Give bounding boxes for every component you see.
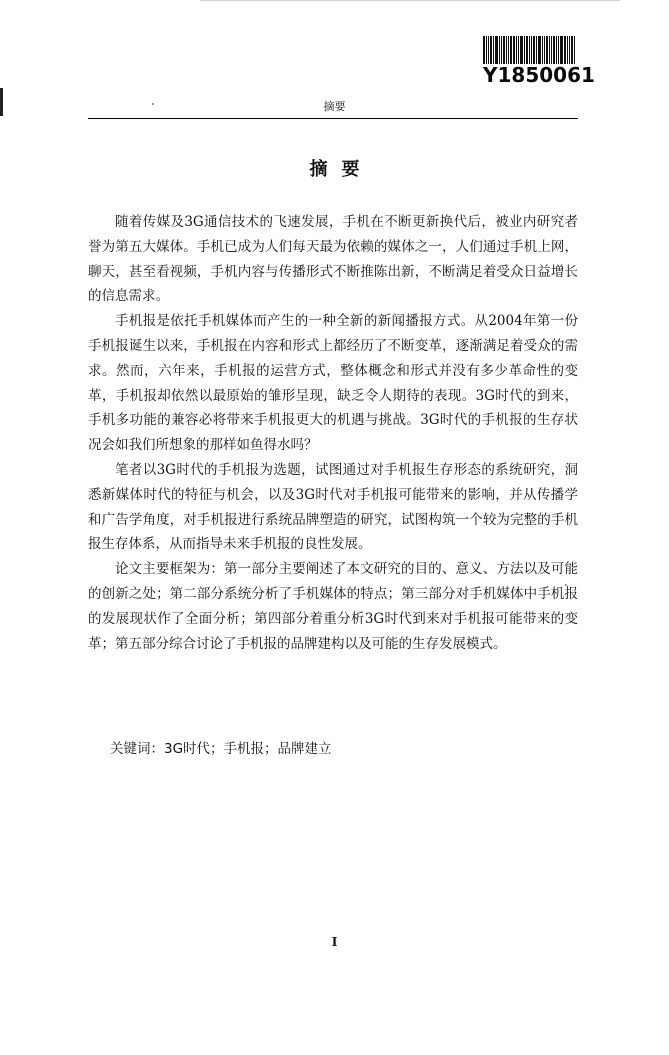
- barcode-bar: [493, 36, 494, 64]
- page-number: I: [331, 935, 338, 949]
- paragraph: 手机报是依托手机媒体而产生的一种全新的新闻播报方式。从2004年第一份手机报诞生以来，手机报在内容和形式上都经历了不断变革，逐渐满足着受众的需求。然而，六年来，手机报的运营方式，整体概念和形式并没有多少革命性的变革，手机报却依然以最原始的雏形呈现，缺乏令人期待的表现。3G时代的到来，手机多功能的兼容必将带来手机报更大的机遇与挑战。3G时代的手机报的生存状况会如我们所想象的那样如鱼得水吗？: [88, 313, 578, 454]
- barcode-bar: [567, 36, 568, 64]
- barcode-bar: [538, 36, 541, 64]
- abstract-body: [88, 210, 578, 656]
- barcode-bar: [544, 36, 545, 64]
- barcode-bar: [551, 36, 552, 64]
- barcode-bar: [520, 36, 523, 64]
- barcode-bar: [560, 36, 563, 64]
- paragraph: 论文主要框架为：第一部分主要阐述了本文研究的目的、意义、方法以及可能的创新之处；第二部分系统分析了手机媒体的特点；第三部分对手机媒体中手机报的发展现状作了全面分析；第四部分着重分析3G时代到来对手机报可能带来的变革；第五部分综合讨论了手机报的品牌建构以及可能的生存发展模式。: [88, 561, 578, 652]
- barcode-bar: [526, 36, 528, 64]
- barcode-bar: [533, 36, 535, 64]
- running-header: 摘要: [323, 100, 346, 113]
- barcode-bar: [490, 36, 492, 64]
- barcode-bar: [518, 36, 519, 64]
- barcode-bar: [536, 36, 537, 64]
- barcode-bar: [546, 36, 548, 64]
- barcode-bar: [488, 36, 489, 64]
- barcode-bar: [513, 36, 515, 64]
- barcode-bar: [516, 36, 517, 64]
- barcode-bar: [501, 36, 502, 64]
- scan-speck: [565, 584, 567, 586]
- barcode-bar: [564, 36, 566, 64]
- paragraph: 笔者以3G时代的手机报为选题，试图通过对手机报生存形态的系统研究，洞悉新媒体时代的特征与机会，以及3G时代对手机报可能带来的影响，并从传播学和广告学角度，对手机报进行系统品牌塑造的研究，试图构筑一个较为完整的手机报生存体系，从而指导未来手机报的良性发展。: [88, 461, 578, 553]
- header-rule: [88, 118, 578, 119]
- barcode-bar: [558, 36, 559, 64]
- barcode-bar: [495, 36, 498, 64]
- barcode-id: Y1850061: [483, 63, 595, 87]
- barcode-bar: [499, 36, 500, 64]
- barcode-bar: [542, 36, 543, 64]
- barcode-bar: [574, 36, 575, 64]
- barcode-bars: [483, 36, 593, 64]
- barcode-bar: [483, 36, 485, 64]
- barcode-bar: [510, 36, 512, 64]
- library-barcode: [483, 36, 593, 88]
- barcode-bar: [529, 36, 530, 64]
- scan-speck: [152, 103, 154, 105]
- barcode-bar: [508, 36, 509, 64]
- barcode-bar: [531, 36, 532, 64]
- barcode-bar: [569, 36, 570, 64]
- barcode-bar: [549, 36, 550, 64]
- barcode-bar: [571, 36, 573, 64]
- barcode-bar: [556, 36, 557, 64]
- barcode-bar: [524, 36, 525, 64]
- scan-top-edge: [200, 0, 620, 1]
- barcode-bar: [553, 36, 555, 64]
- barcode-bar: [506, 36, 507, 64]
- page-title: 摘要: [309, 159, 374, 180]
- keywords-line: 关键词：3G时代；手机报；品牌建立: [110, 741, 332, 757]
- barcode-bar: [486, 36, 487, 64]
- paragraph: 随着传媒及3G通信技术的飞速发展，手机在不断更新换代后，被业内研究者誉为第五大媒体。手机已成为人们每天最为依赖的媒体之一，人们通过手机上网，聊天，甚至看视频，手机内容与传播形式不断推陈出新，不断满足着受众日益增长的信息需求。: [88, 214, 578, 305]
- barcode-bar: [503, 36, 505, 64]
